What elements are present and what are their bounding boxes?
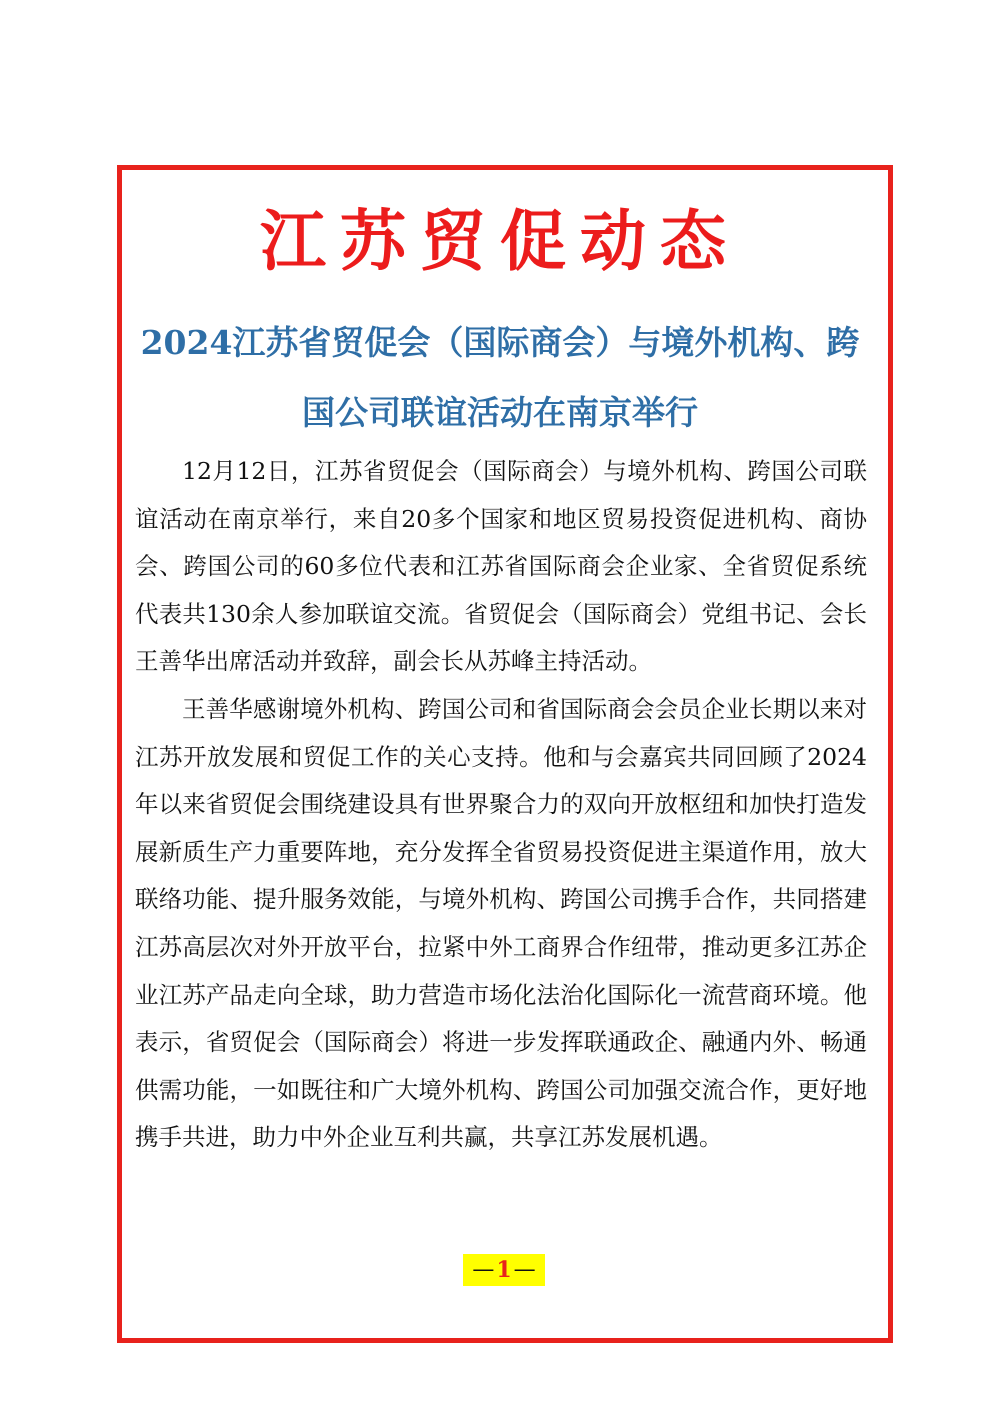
article-paragraph: 12月12日，江苏省贸促会（国际商会）与境外机构、跨国公司联谊活动在南京举行，来自20多个国家和地区贸易投资促进机构、商协会、跨国公司的60多位代表和江苏省国际商会企业家、全省贸促系统代表共130余人参加联谊交流。省贸促会（国际商会）党组书记、会长王善华出席活动并致辞，副会长从苏峰主持活动。 xyxy=(135,457,867,676)
page-number-badge xyxy=(463,1254,545,1286)
article-headline xyxy=(128,308,872,448)
article-paragraph: 王善华感谢境外机构、跨国公司和省国际商会会员企业长期以来对江苏开放发展和贸促工作的关心支持。他和与会嘉宾共同回顾了2024年以来省贸促会围绕建设具有世界聚合力的双向开放枢纽和加快打造发展新质生产力重要阵地，充分发挥全省贸易投资促进主渠道作用，放大联络功能、提升服务效能，与境外机构、跨国公司携手合作，共同搭建江苏高层次对外开放平台，拉紧中外工商界合作纽带，推动更多江苏企业江苏产品走向全球，助力营造市场化法治化国际化一流营商环境。他表示，省贸促会（国际商会）将进一步发挥联通政企、融通内外、畅通供需功能，一如既往和广大境外机构、跨国公司加强交流合作，更好地携手共进，助力中外企业互利共赢，共享江苏发展机遇。 xyxy=(135,694,867,1152)
page-number-dash-right: — xyxy=(513,1257,536,1282)
page-number-dash-left: — xyxy=(472,1257,495,1282)
headline-line-2: 国公司联谊活动在南京举行 xyxy=(302,393,698,432)
page-number: 1 xyxy=(496,1257,512,1283)
article-body xyxy=(135,448,867,1162)
headline-line-1: 2024江苏省贸促会（国际商会）与境外机构、跨 xyxy=(140,323,860,362)
masthead-title: 江苏贸促动态 xyxy=(260,202,740,280)
